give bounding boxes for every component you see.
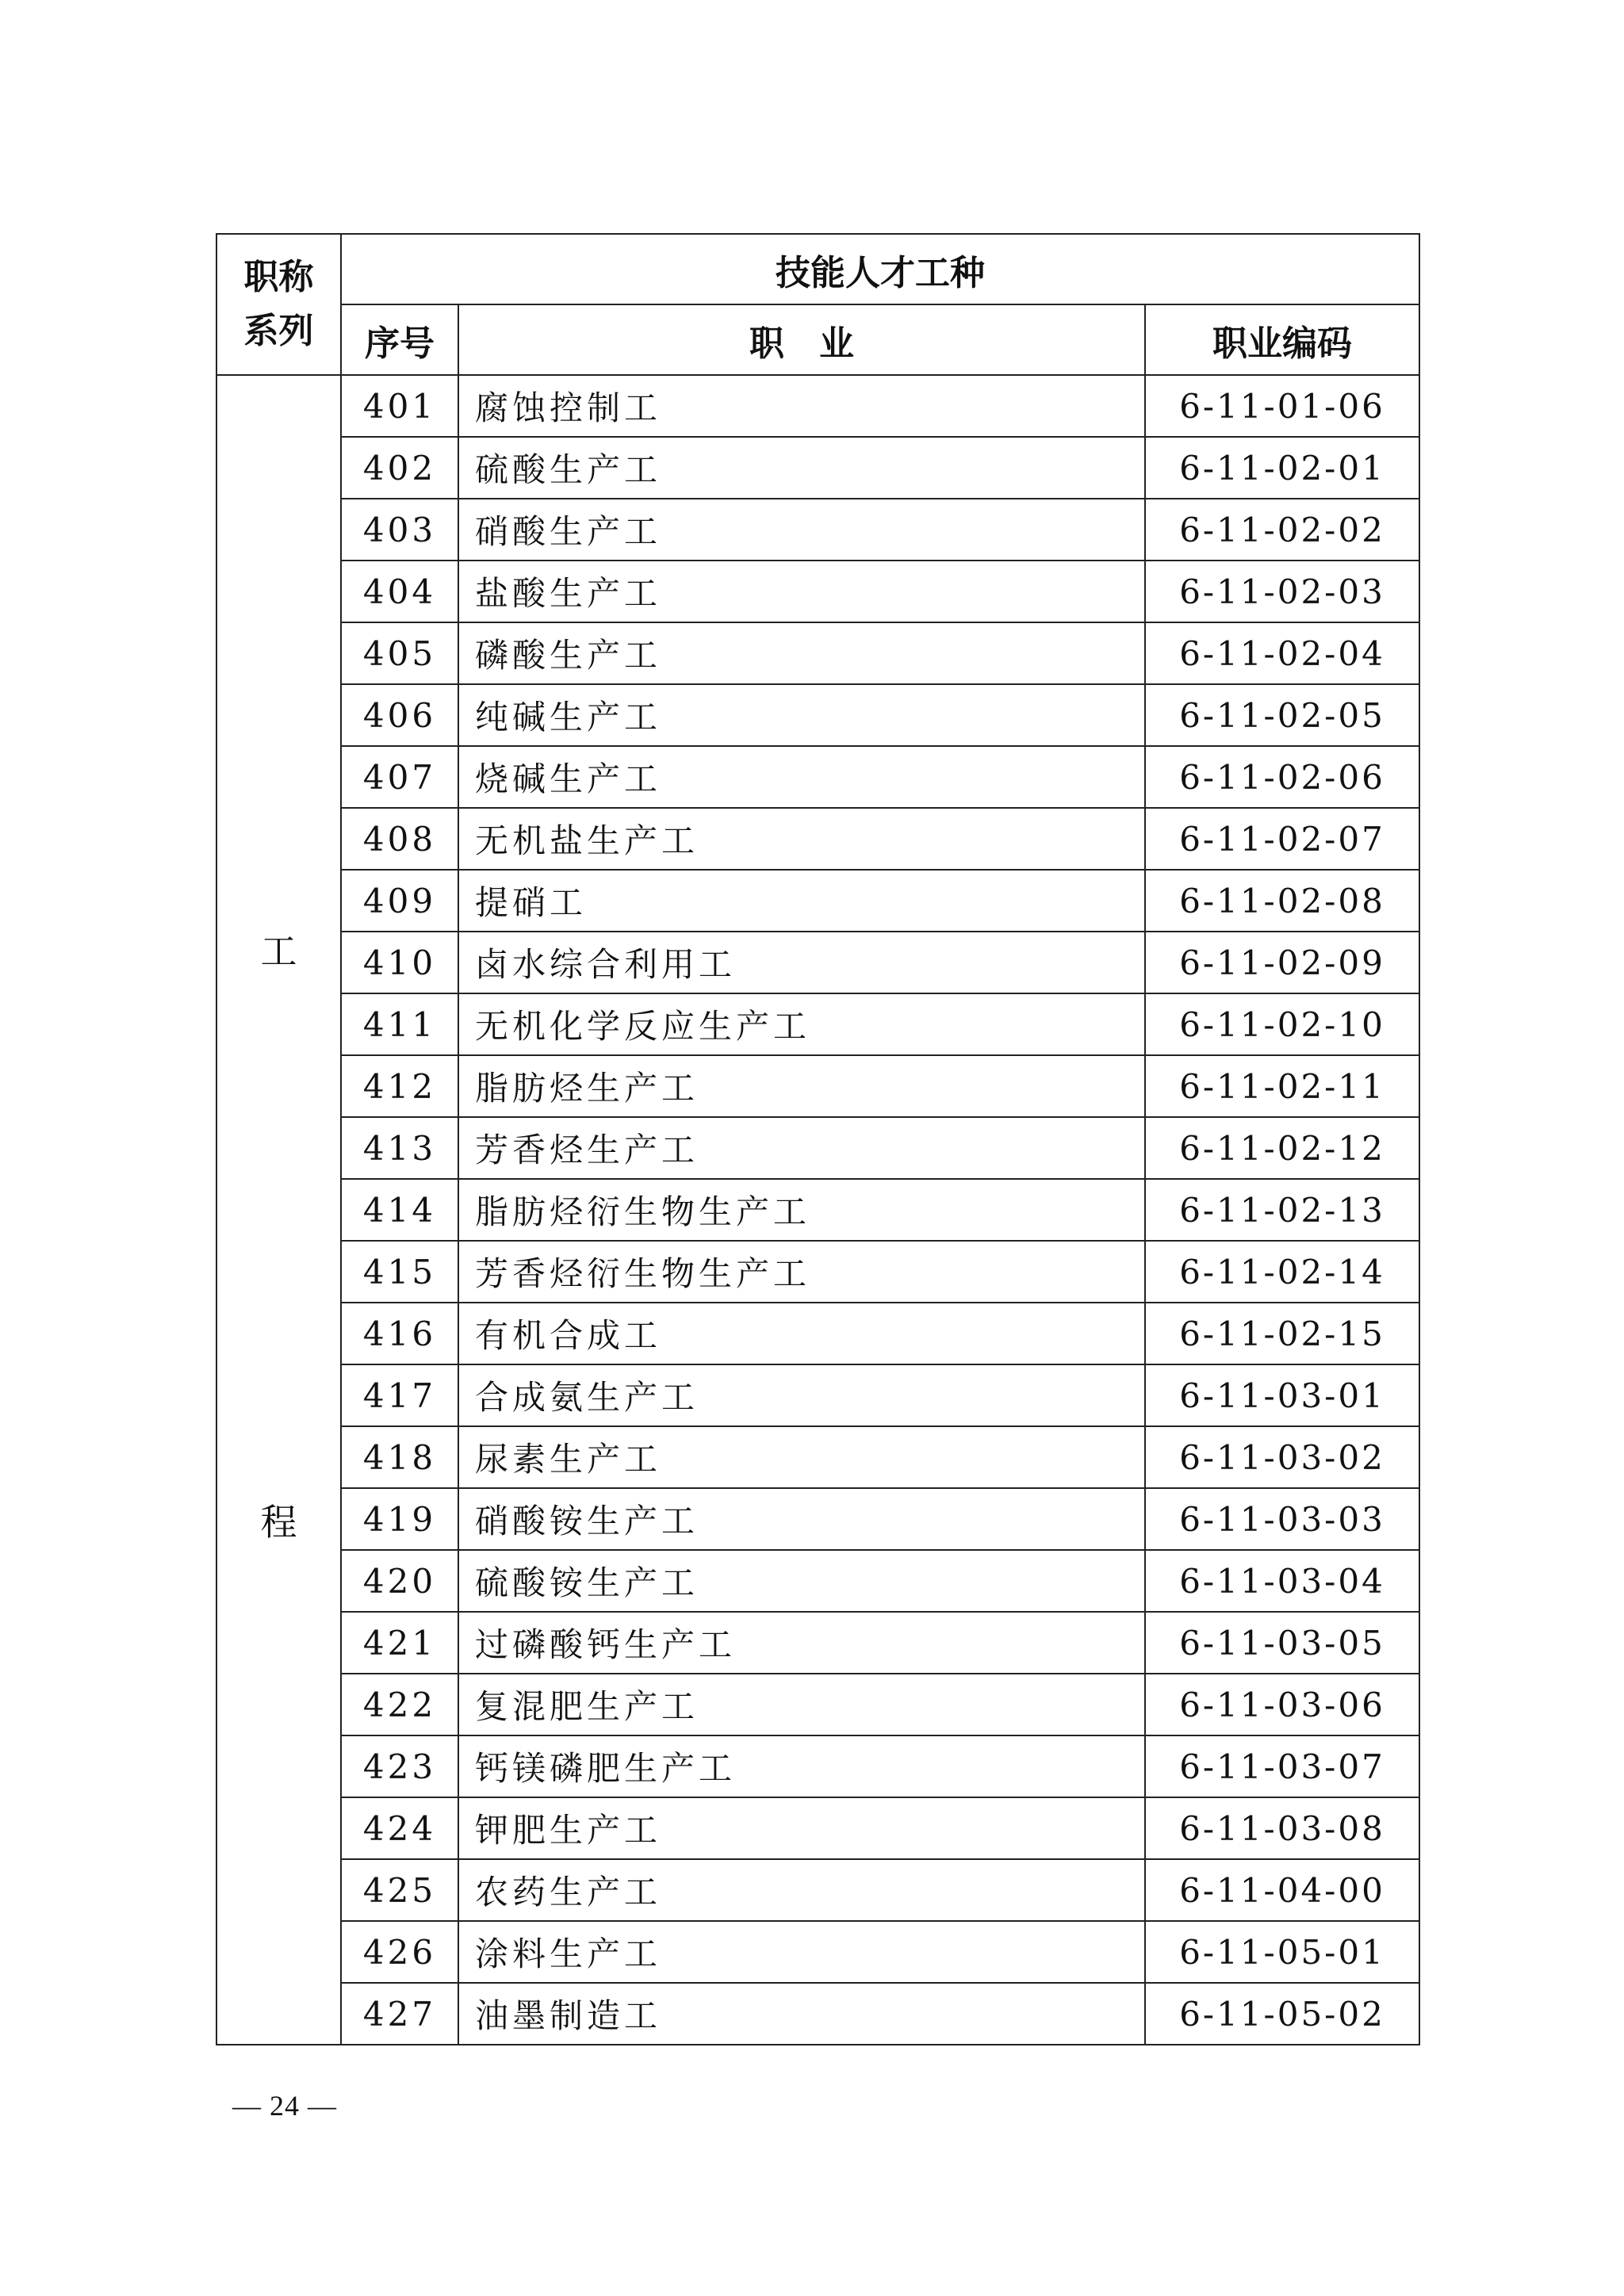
occupation-name: 硝酸铵生产工 xyxy=(458,1488,1145,1550)
table-row xyxy=(216,870,1419,932)
column-header-number: 序号 xyxy=(341,304,458,375)
occupation-code: 6-11-03-07 xyxy=(1145,1735,1419,1797)
occupation-name: 农药生产工 xyxy=(458,1859,1145,1921)
row-number: 418 xyxy=(341,1426,458,1488)
table-row xyxy=(216,1426,1419,1488)
series-char: 程 xyxy=(260,1501,297,1544)
occupation-name: 钾肥生产工 xyxy=(458,1797,1145,1859)
row-number: 417 xyxy=(341,1364,458,1426)
table-row xyxy=(216,684,1419,746)
table-row xyxy=(216,1921,1419,1983)
occupation-name: 磷酸生产工 xyxy=(458,622,1145,684)
row-number: 421 xyxy=(341,1612,458,1674)
table-row xyxy=(216,932,1419,993)
row-number: 413 xyxy=(341,1117,458,1179)
table-row xyxy=(216,993,1419,1055)
series-header-line2: 系列 xyxy=(243,311,314,351)
row-number: 406 xyxy=(341,684,458,746)
occupation-code: 6-11-05-02 xyxy=(1145,1983,1419,2045)
row-number: 415 xyxy=(341,1241,458,1303)
occupation-code: 6-11-02-06 xyxy=(1145,746,1419,808)
occupation-code: 6-11-02-08 xyxy=(1145,870,1419,932)
table-row xyxy=(216,437,1419,499)
occupation-name: 脂肪烃衍生物生产工 xyxy=(458,1179,1145,1241)
page-number: — 24 — xyxy=(232,2090,337,2122)
occupation-name: 复混肥生产工 xyxy=(458,1674,1145,1735)
occupation-code: 6-11-02-10 xyxy=(1145,993,1419,1055)
table-row xyxy=(216,1364,1419,1426)
table-row xyxy=(216,1117,1419,1179)
occupation-name: 无机化学反应生产工 xyxy=(458,993,1145,1055)
occupation-name: 纯碱生产工 xyxy=(458,684,1145,746)
occupation-name: 脂肪烃生产工 xyxy=(458,1055,1145,1117)
occupation-code: 6-11-02-02 xyxy=(1145,499,1419,561)
row-number: 425 xyxy=(341,1859,458,1921)
column-header-code: 职业编码 xyxy=(1145,304,1419,375)
table-row xyxy=(216,746,1419,808)
occupation-code: 6-11-04-00 xyxy=(1145,1859,1419,1921)
occupation-code: 6-11-02-01 xyxy=(1145,437,1419,499)
table-row xyxy=(216,808,1419,870)
row-number: 407 xyxy=(341,746,458,808)
row-number: 412 xyxy=(341,1055,458,1117)
occupation-name: 盐酸生产工 xyxy=(458,561,1145,622)
row-number: 401 xyxy=(341,375,458,437)
row-number: 427 xyxy=(341,1983,458,2045)
occupation-code: 6-11-03-08 xyxy=(1145,1797,1419,1859)
occupation-name: 硫酸铵生产工 xyxy=(458,1550,1145,1612)
occupation-code: 6-11-03-01 xyxy=(1145,1364,1419,1426)
occupation-code: 6-11-03-06 xyxy=(1145,1674,1419,1735)
row-number: 411 xyxy=(341,993,458,1055)
occupation-code: 6-11-02-11 xyxy=(1145,1055,1419,1117)
occupation-table xyxy=(216,233,1420,2045)
occupation-code: 6-11-02-04 xyxy=(1145,622,1419,684)
table-row xyxy=(216,1179,1419,1241)
occupation-code: 6-11-01-06 xyxy=(1145,375,1419,437)
occupation-code: 6-11-02-05 xyxy=(1145,684,1419,746)
occupation-code: 6-11-03-02 xyxy=(1145,1426,1419,1488)
occupation-code: 6-11-03-03 xyxy=(1145,1488,1419,1550)
occupation-code: 6-11-02-03 xyxy=(1145,561,1419,622)
row-number: 423 xyxy=(341,1735,458,1797)
table-row xyxy=(216,499,1419,561)
table-row xyxy=(216,1797,1419,1859)
occupation-name: 烧碱生产工 xyxy=(458,746,1145,808)
occupation-code: 6-11-03-05 xyxy=(1145,1612,1419,1674)
occupation-name: 无机盐生产工 xyxy=(458,808,1145,870)
row-number: 422 xyxy=(341,1674,458,1735)
occupation-name: 芳香烃生产工 xyxy=(458,1117,1145,1179)
occupation-name: 腐蚀控制工 xyxy=(458,375,1145,437)
row-number: 420 xyxy=(341,1550,458,1612)
column-header-occupation: 职 业 xyxy=(458,304,1145,375)
table-row xyxy=(216,1550,1419,1612)
occupation-name: 尿素生产工 xyxy=(458,1426,1145,1488)
table-row xyxy=(216,1859,1419,1921)
table-row xyxy=(216,561,1419,622)
row-number: 404 xyxy=(341,561,458,622)
table-row xyxy=(216,1241,1419,1303)
table-row xyxy=(216,1735,1419,1797)
row-number: 403 xyxy=(341,499,458,561)
occupation-code: 6-11-02-13 xyxy=(1145,1179,1419,1241)
row-number: 416 xyxy=(341,1303,458,1364)
row-number: 426 xyxy=(341,1921,458,1983)
table-row xyxy=(216,1488,1419,1550)
series-header-line1: 职称 xyxy=(243,257,314,297)
occupation-code: 6-11-02-14 xyxy=(1145,1241,1419,1303)
table-row xyxy=(216,1055,1419,1117)
occupation-code: 6-11-03-04 xyxy=(1145,1550,1419,1612)
occupation-name: 过磷酸钙生产工 xyxy=(458,1612,1145,1674)
table-row xyxy=(216,375,1419,437)
occupation-code: 6-11-02-15 xyxy=(1145,1303,1419,1364)
occupation-name: 提硝工 xyxy=(458,870,1145,932)
occupation-name: 芳香烃衍生物生产工 xyxy=(458,1241,1145,1303)
occupation-name: 硝酸生产工 xyxy=(458,499,1145,561)
series-cell xyxy=(216,375,341,2045)
row-number: 410 xyxy=(341,932,458,993)
occupation-name: 油墨制造工 xyxy=(458,1983,1145,2045)
occupation-name: 合成氨生产工 xyxy=(458,1364,1145,1426)
occupation-name: 卤水综合利用工 xyxy=(458,932,1145,993)
row-number: 402 xyxy=(341,437,458,499)
table-row xyxy=(216,1303,1419,1364)
row-number: 419 xyxy=(341,1488,458,1550)
table-row xyxy=(216,1612,1419,1674)
occupation-code: 6-11-02-12 xyxy=(1145,1117,1419,1179)
table-row xyxy=(216,622,1419,684)
series-char: 工 xyxy=(260,930,297,973)
row-number: 409 xyxy=(341,870,458,932)
occupation-name: 涂料生产工 xyxy=(458,1921,1145,1983)
series-header-cell xyxy=(216,234,341,375)
occupation-name: 有机合成工 xyxy=(458,1303,1145,1364)
row-number: 408 xyxy=(341,808,458,870)
occupation-name: 钙镁磷肥生产工 xyxy=(458,1735,1145,1797)
occupation-name: 硫酸生产工 xyxy=(458,437,1145,499)
table-row xyxy=(216,1674,1419,1735)
row-number: 414 xyxy=(341,1179,458,1241)
row-number: 405 xyxy=(341,622,458,684)
group-header: 技能人才工种 xyxy=(341,234,1419,304)
table-row xyxy=(216,1983,1419,2045)
row-number: 424 xyxy=(341,1797,458,1859)
occupation-code: 6-11-02-09 xyxy=(1145,932,1419,993)
occupation-code: 6-11-05-01 xyxy=(1145,1921,1419,1983)
occupation-code: 6-11-02-07 xyxy=(1145,808,1419,870)
